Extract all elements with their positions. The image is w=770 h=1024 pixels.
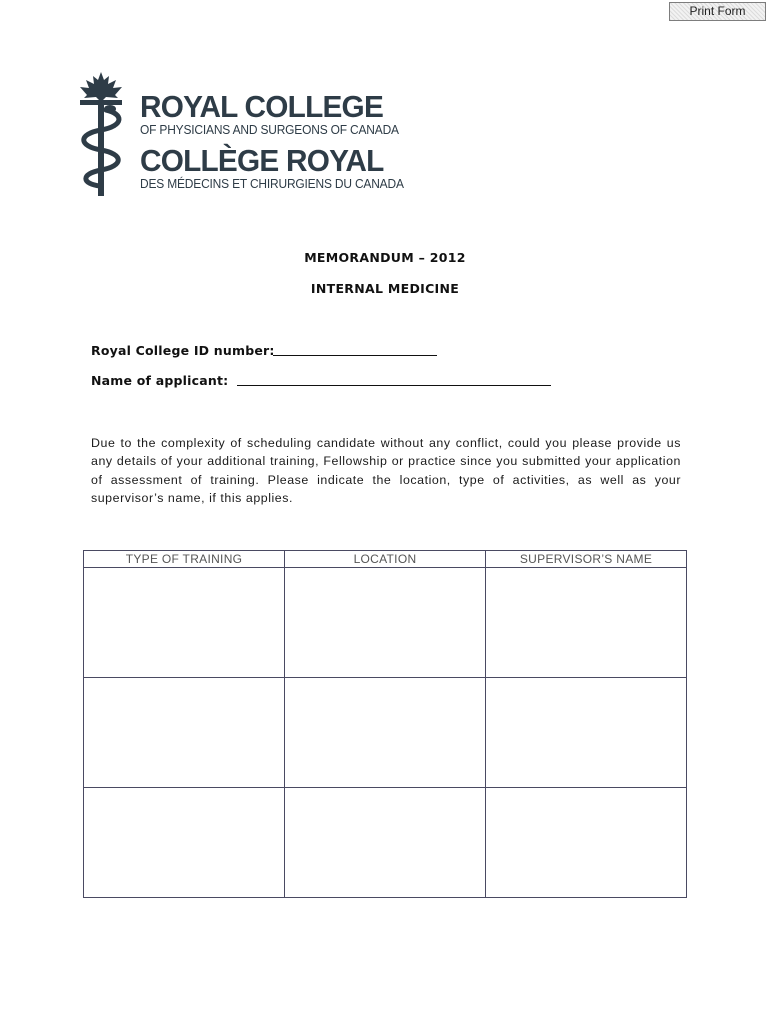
logo-wordmark [140, 89, 433, 192]
id-number-field[interactable] [273, 355, 437, 356]
supervisor-name-cell[interactable] [486, 788, 687, 898]
logo-line-medecins: DES MÉDECINS ET CHIRURGIENS DU CANADA [140, 176, 404, 191]
type-of-training-cell[interactable] [84, 568, 285, 678]
column-header-type-of-training: TYPE OF TRAINING [84, 551, 285, 568]
royal-college-logo [66, 70, 404, 200]
training-table [83, 550, 687, 898]
memo-subtitle: INTERNAL MEDICINE [310, 281, 460, 296]
print-form-button[interactable]: Print Form [669, 2, 766, 21]
supervisor-name-cell[interactable] [486, 678, 687, 788]
memo-title: MEMORANDUM – 2012 [304, 250, 466, 265]
applicant-name-field[interactable] [237, 385, 551, 386]
instructions-paragraph: Due to the complexity of scheduling candidate without any conflict, could you please provide us any details of your additional training, Fellowship or practice since you submitted your application of assessment of training. Please indicate the location, type of activities, as well as your supervisor’s name, if this applies. [91, 436, 681, 505]
table-row [84, 678, 687, 788]
location-cell[interactable] [285, 568, 486, 678]
id-number-label: Royal College ID number: [91, 343, 275, 358]
logo-line-college-royal: COLLÈGE ROYAL [140, 143, 384, 178]
type-of-training-cell[interactable] [84, 678, 285, 788]
table-row [84, 788, 687, 898]
logo-line-physicians: OF PHYSICIANS AND SURGEONS OF CANADA [140, 122, 399, 137]
table-row [84, 568, 687, 678]
logo-line-royal-college: ROYAL COLLEGE [140, 89, 384, 124]
type-of-training-cell[interactable] [84, 788, 285, 898]
location-cell[interactable] [285, 788, 486, 898]
applicant-name-label: Name of applicant: [91, 373, 229, 388]
column-header-supervisors-name: SUPERVISOR’S NAME [486, 551, 687, 568]
supervisor-name-cell[interactable] [486, 568, 687, 678]
caduceus-maple-leaf-icon [66, 70, 136, 200]
column-header-location: LOCATION [285, 551, 486, 568]
table-header-row [84, 551, 687, 568]
location-cell[interactable] [285, 678, 486, 788]
